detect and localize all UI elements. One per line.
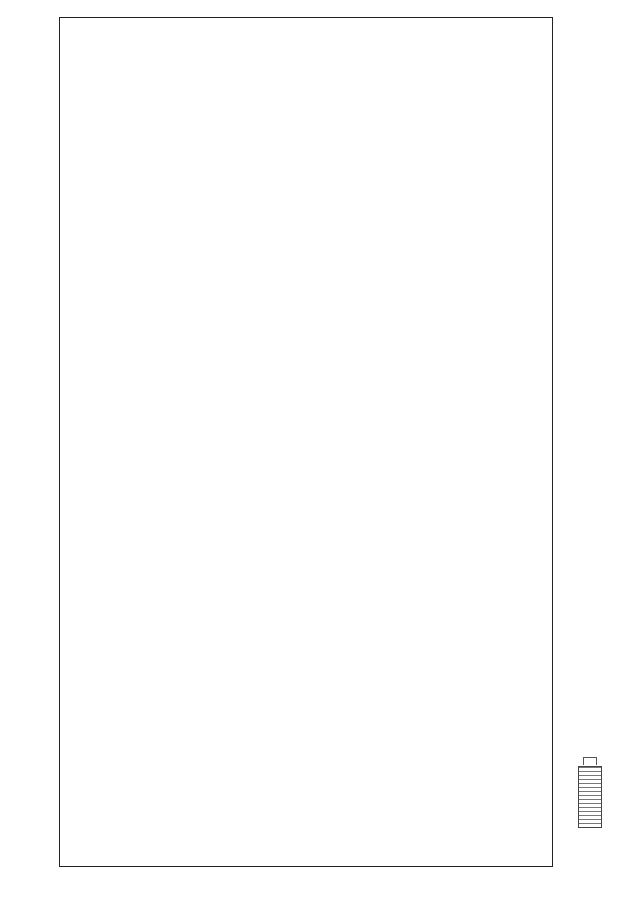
data-table [59,17,553,867]
document-logo-top [583,757,597,765]
document-logo [578,766,602,828]
